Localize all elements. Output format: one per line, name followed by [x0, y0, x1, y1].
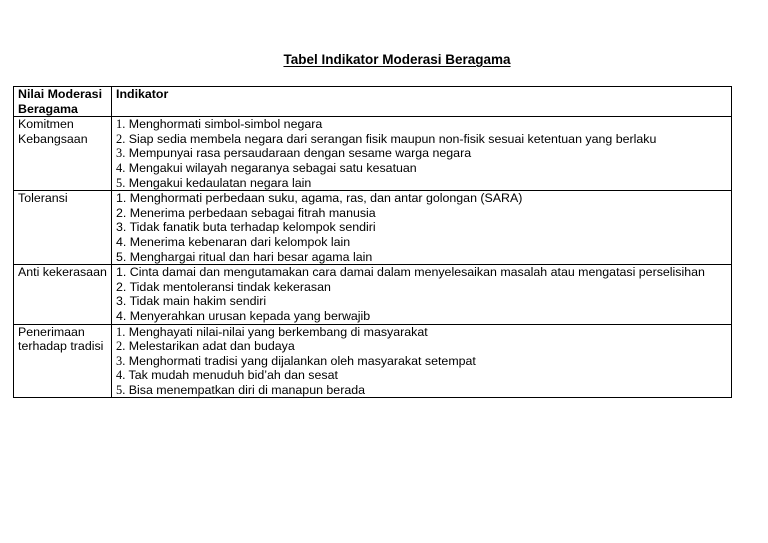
- indicator-text: Siap sedia membela negara dari serangan fisik maupun non-fisik sesuai ketentuan yang berlaku: [128, 131, 657, 146]
- list-item: [116, 368, 731, 383]
- list-item: [116, 250, 731, 265]
- indicator-number: 3.: [116, 146, 126, 161]
- list-item: [116, 309, 731, 324]
- indicator-number: 2.: [116, 339, 126, 354]
- value-cell: Toleransi: [14, 191, 112, 265]
- indicator-text: Mempunyai rasa persaudaraan dengan sesame warga negara: [128, 146, 472, 161]
- indicator-number: 5.: [116, 175, 126, 190]
- list-item: [116, 176, 731, 191]
- indicator-text: Menerima perbedaan sebagai fitrah manusia: [129, 205, 376, 220]
- value-cell: Anti kekerasaan: [14, 265, 112, 324]
- indicator-number: 2.: [116, 131, 126, 146]
- list-item: [116, 383, 731, 398]
- list-item: [116, 235, 731, 250]
- list-item: [116, 117, 731, 132]
- indicator-list: [116, 325, 731, 398]
- indicator-cell: [112, 324, 732, 398]
- indicator-text: Tidak main hakim sendiri: [129, 294, 267, 309]
- indicator-number: 1.: [116, 191, 127, 206]
- table-row: [14, 117, 732, 191]
- indicator-text: Mengakui wilayah negaranya sebagai satu kesatuan: [128, 160, 417, 175]
- list-item: [116, 220, 731, 235]
- indicator-number: 5.: [116, 249, 127, 264]
- indicator-text: Menerima kebenaran dari kelompok lain: [129, 234, 351, 249]
- indicator-number: 2.: [116, 279, 127, 294]
- indicator-list: [116, 117, 731, 190]
- header-nilai-moderasi: Nilai Moderasi Beragama: [14, 87, 112, 117]
- indicator-text: Menghormati tradisi yang dijalankan oleh masyarakat setempat: [128, 353, 476, 368]
- list-item: [116, 325, 731, 340]
- document-title: Tabel Indikator Moderasi Beragama: [283, 52, 511, 67]
- list-item: [116, 339, 731, 354]
- table-header-row: [14, 87, 732, 117]
- indicator-cell: [112, 191, 732, 265]
- indicator-text: Melestarikan adat dan budaya: [128, 339, 295, 354]
- indicator-number: 4.: [116, 308, 127, 323]
- list-item: [116, 191, 731, 206]
- indicator-list: [116, 191, 731, 264]
- list-item: [116, 294, 731, 309]
- list-item: [116, 132, 731, 147]
- indicator-number: 1.: [116, 324, 126, 339]
- list-item: [116, 146, 731, 161]
- indicator-number: 2.: [116, 205, 127, 220]
- indicator-text: Tidak mentoleransi tindak kekerasan: [129, 279, 331, 294]
- indicator-text: Menghayati nilai-nilai yang berkembang di masyarakat: [128, 324, 428, 339]
- indicator-number: 4.: [116, 234, 127, 249]
- indicator-cell: [112, 265, 732, 324]
- list-item: [116, 265, 731, 280]
- indicator-text: Bisa menempatkan diri di manapun berada: [128, 382, 366, 397]
- indicator-text: Menghormati perbedaan suku, agama, ras, dan antar golongan (SARA): [129, 191, 523, 206]
- indicator-table: [13, 86, 732, 398]
- value-cell: Penerimaan terhadap tradisi: [14, 324, 112, 398]
- table-row: [14, 191, 732, 265]
- list-item: [116, 206, 731, 221]
- list-item: [116, 354, 731, 369]
- table-body: [14, 117, 732, 398]
- indicator-text: Menghargai ritual dan hari besar agama lain: [129, 249, 373, 264]
- header-indikator: Indikator: [112, 87, 732, 117]
- list-item: [116, 161, 731, 176]
- indicator-text: Menyerahkan urusan kepada yang berwajib: [129, 308, 371, 323]
- indicator-number: 3.: [116, 294, 127, 309]
- table-row: [14, 324, 732, 398]
- list-item: [116, 280, 731, 295]
- indicator-text: Menghormati simbol-simbol negara: [128, 117, 323, 132]
- indicator-number: 3.: [116, 220, 127, 235]
- indicator-text: Tidak fanatik buta terhadap kelompok sendiri: [129, 220, 376, 235]
- indicator-text: Mengakui kedaulatan negara lain: [128, 175, 312, 190]
- indicator-text: Tak mudah menuduh bid’ah dan sesat: [128, 368, 338, 383]
- indicator-number: 5.: [116, 382, 126, 397]
- indicator-number: 4.: [116, 368, 126, 383]
- indicator-list: [116, 265, 731, 323]
- indicator-number: 3.: [116, 353, 126, 368]
- table-row: [14, 265, 732, 324]
- indicator-cell: [112, 117, 732, 191]
- indicator-number: 1.: [116, 265, 127, 280]
- value-cell: Komitmen Kebangsaan: [14, 117, 112, 191]
- indicator-text: Cinta damai dan mengutamakan cara damai dalam menyelesaikan masalah atau mengatasi perselisihan: [129, 265, 705, 280]
- indicator-number: 4.: [116, 160, 126, 175]
- indicator-number: 1.: [116, 117, 126, 132]
